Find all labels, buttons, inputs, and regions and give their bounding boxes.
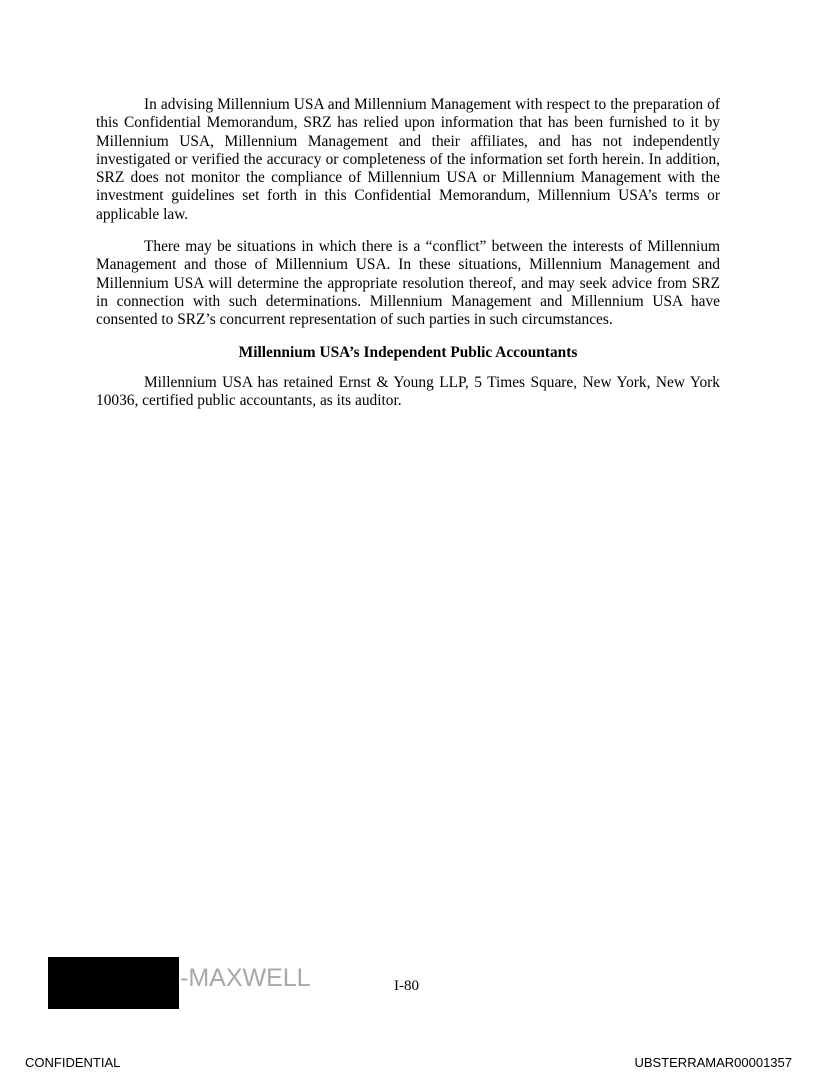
footer-confidential: CONFIDENTIAL bbox=[25, 1055, 121, 1070]
page-number: I-80 bbox=[394, 978, 419, 994]
paragraph-conflict: There may be situations in which there is a “conflict” between the interests of Millennium Management and those of Millennium USA. In these situations, Millennium Management and Millennium USA will determine the appropriate resolution thereof, and may seek advice from SRZ in connection with such determinations. Millennium Management and Millennium USA have consented to SRZ’s concurrent representation of such parties in such circumstances. bbox=[96, 238, 720, 329]
redaction-label: -MAXWELL bbox=[180, 964, 311, 992]
paragraph-auditor: Millennium USA has retained Ernst & Young LLP, 5 Times Square, New York, New York 10036, certified public accountants, as its auditor. bbox=[96, 373, 720, 410]
section-heading: Millennium USA’s Independent Public Accountants bbox=[238, 343, 578, 361]
footer-bates-number: UBSTERRAMAR00001357 bbox=[634, 1055, 792, 1070]
redaction-block bbox=[48, 957, 179, 1009]
paragraph-advising: In advising Millennium USA and Millennium Management with respect to the preparation of this Confidential Memorandum, SRZ has relied upon information that has been furnished to it by Millennium USA, Millennium Management and their affiliates, and has not independently investigated or verified the accuracy or completeness of the information set forth herein. In addition, SRZ does not monitor the compliance of Millennium USA or Millennium Management with the investment guidelines set forth in this Confidential Memorandum, Millennium USA’s terms or applicable law. bbox=[96, 96, 720, 223]
document-body bbox=[96, 96, 720, 424]
